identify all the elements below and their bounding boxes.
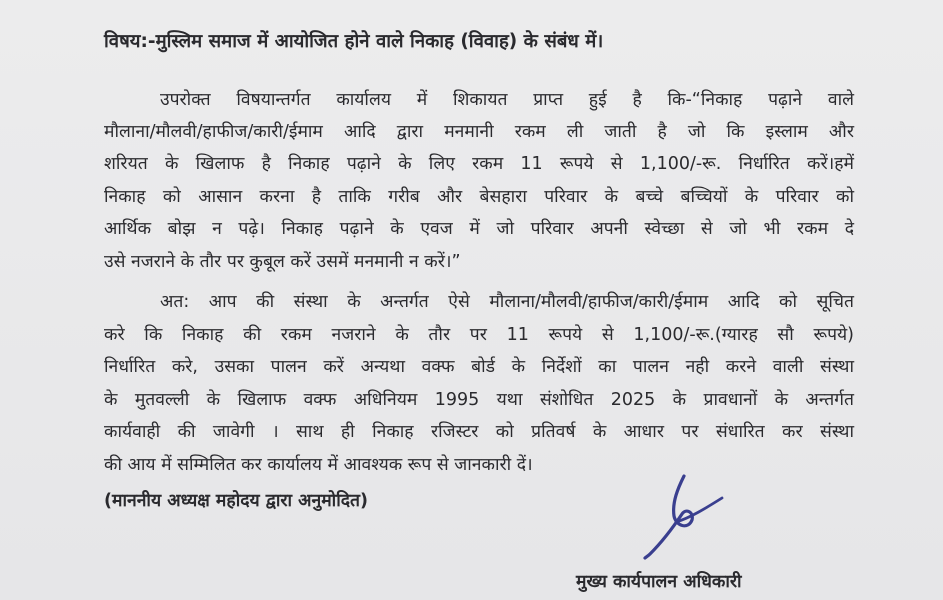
body-line: अत: आप की संस्था के अन्तर्गत ऐसे मौलाना/मौलवी/हाफीज/कारी/ईमाम आदि को सूचित — [160, 292, 854, 312]
body-line: की आय में सम्मिलित कर कार्यालय में आवश्यक रूप से जानकारी दें। — [104, 455, 533, 475]
body-line: उपरोक्त विषयान्तर्गत कार्यालय में शिकायत प्राप्त हुई है कि-“निकाह पढ़ाने वाले — [160, 90, 854, 110]
letter-subject: विषय:-मुस्लिम समाज में आयोजित होने वाले निकाह (विवाह) के संबंध में। — [104, 31, 604, 52]
body-line: शरियत के खिलाफ है निकाह पढ़ाने के लिए रकम 11 रूपये से 1,100/-रू. निर्धारित करें।हमें — [104, 154, 854, 174]
officer-designation: मुख्य कार्यपालन अधिकारी — [576, 572, 742, 592]
body-line: कार्यवाही की जावेगी । साथ ही निकाह रजिस्टर को प्रतिवर्ष के आधार पर संधारित कर संस्था — [104, 422, 854, 442]
body-line: करे कि निकाह की रकम नजराने के तौर पर 11 रूपये से 1,100/-रू.(ग्यारह सौ रूपये) — [104, 325, 854, 345]
body-line: मौलाना/मौलवी/हाफीज/कारी/ईमाम आदि द्वारा मनमानी रकम ली जाती है जो कि इस्लाम और — [104, 122, 854, 142]
body-line: उसे नजराने के तौर पर कुबूल करें उसमें मनमानी न करें।” — [104, 252, 461, 272]
body-line: निर्धारित करे, उसका पालन करें अन्यथा वक्फ बोर्ड के निर्देशों का पालन नही करने वाली संस्था — [104, 357, 854, 377]
approval-note: (माननीय अध्यक्ष महोदय द्वारा अनुमोदित) — [104, 491, 369, 511]
body-line: निकाह को आसान करना है ताकि गरीब और बेसहारा परिवार के बच्चे बच्चियों के परिवार को — [104, 187, 854, 207]
signature — [618, 468, 738, 568]
body-line: के मुतवल्ली के खिलाफ वक्फ अधिनियम 1995 यथा संशोधित 2025 के प्रावधानों के अन्तर्गत — [104, 390, 854, 410]
body-line: आर्थिक बोझ न पढ़े। निकाह पढ़ाने के एवज में जो परिवार अपनी स्वेच्छा से जो भी रकम दे — [104, 219, 854, 239]
